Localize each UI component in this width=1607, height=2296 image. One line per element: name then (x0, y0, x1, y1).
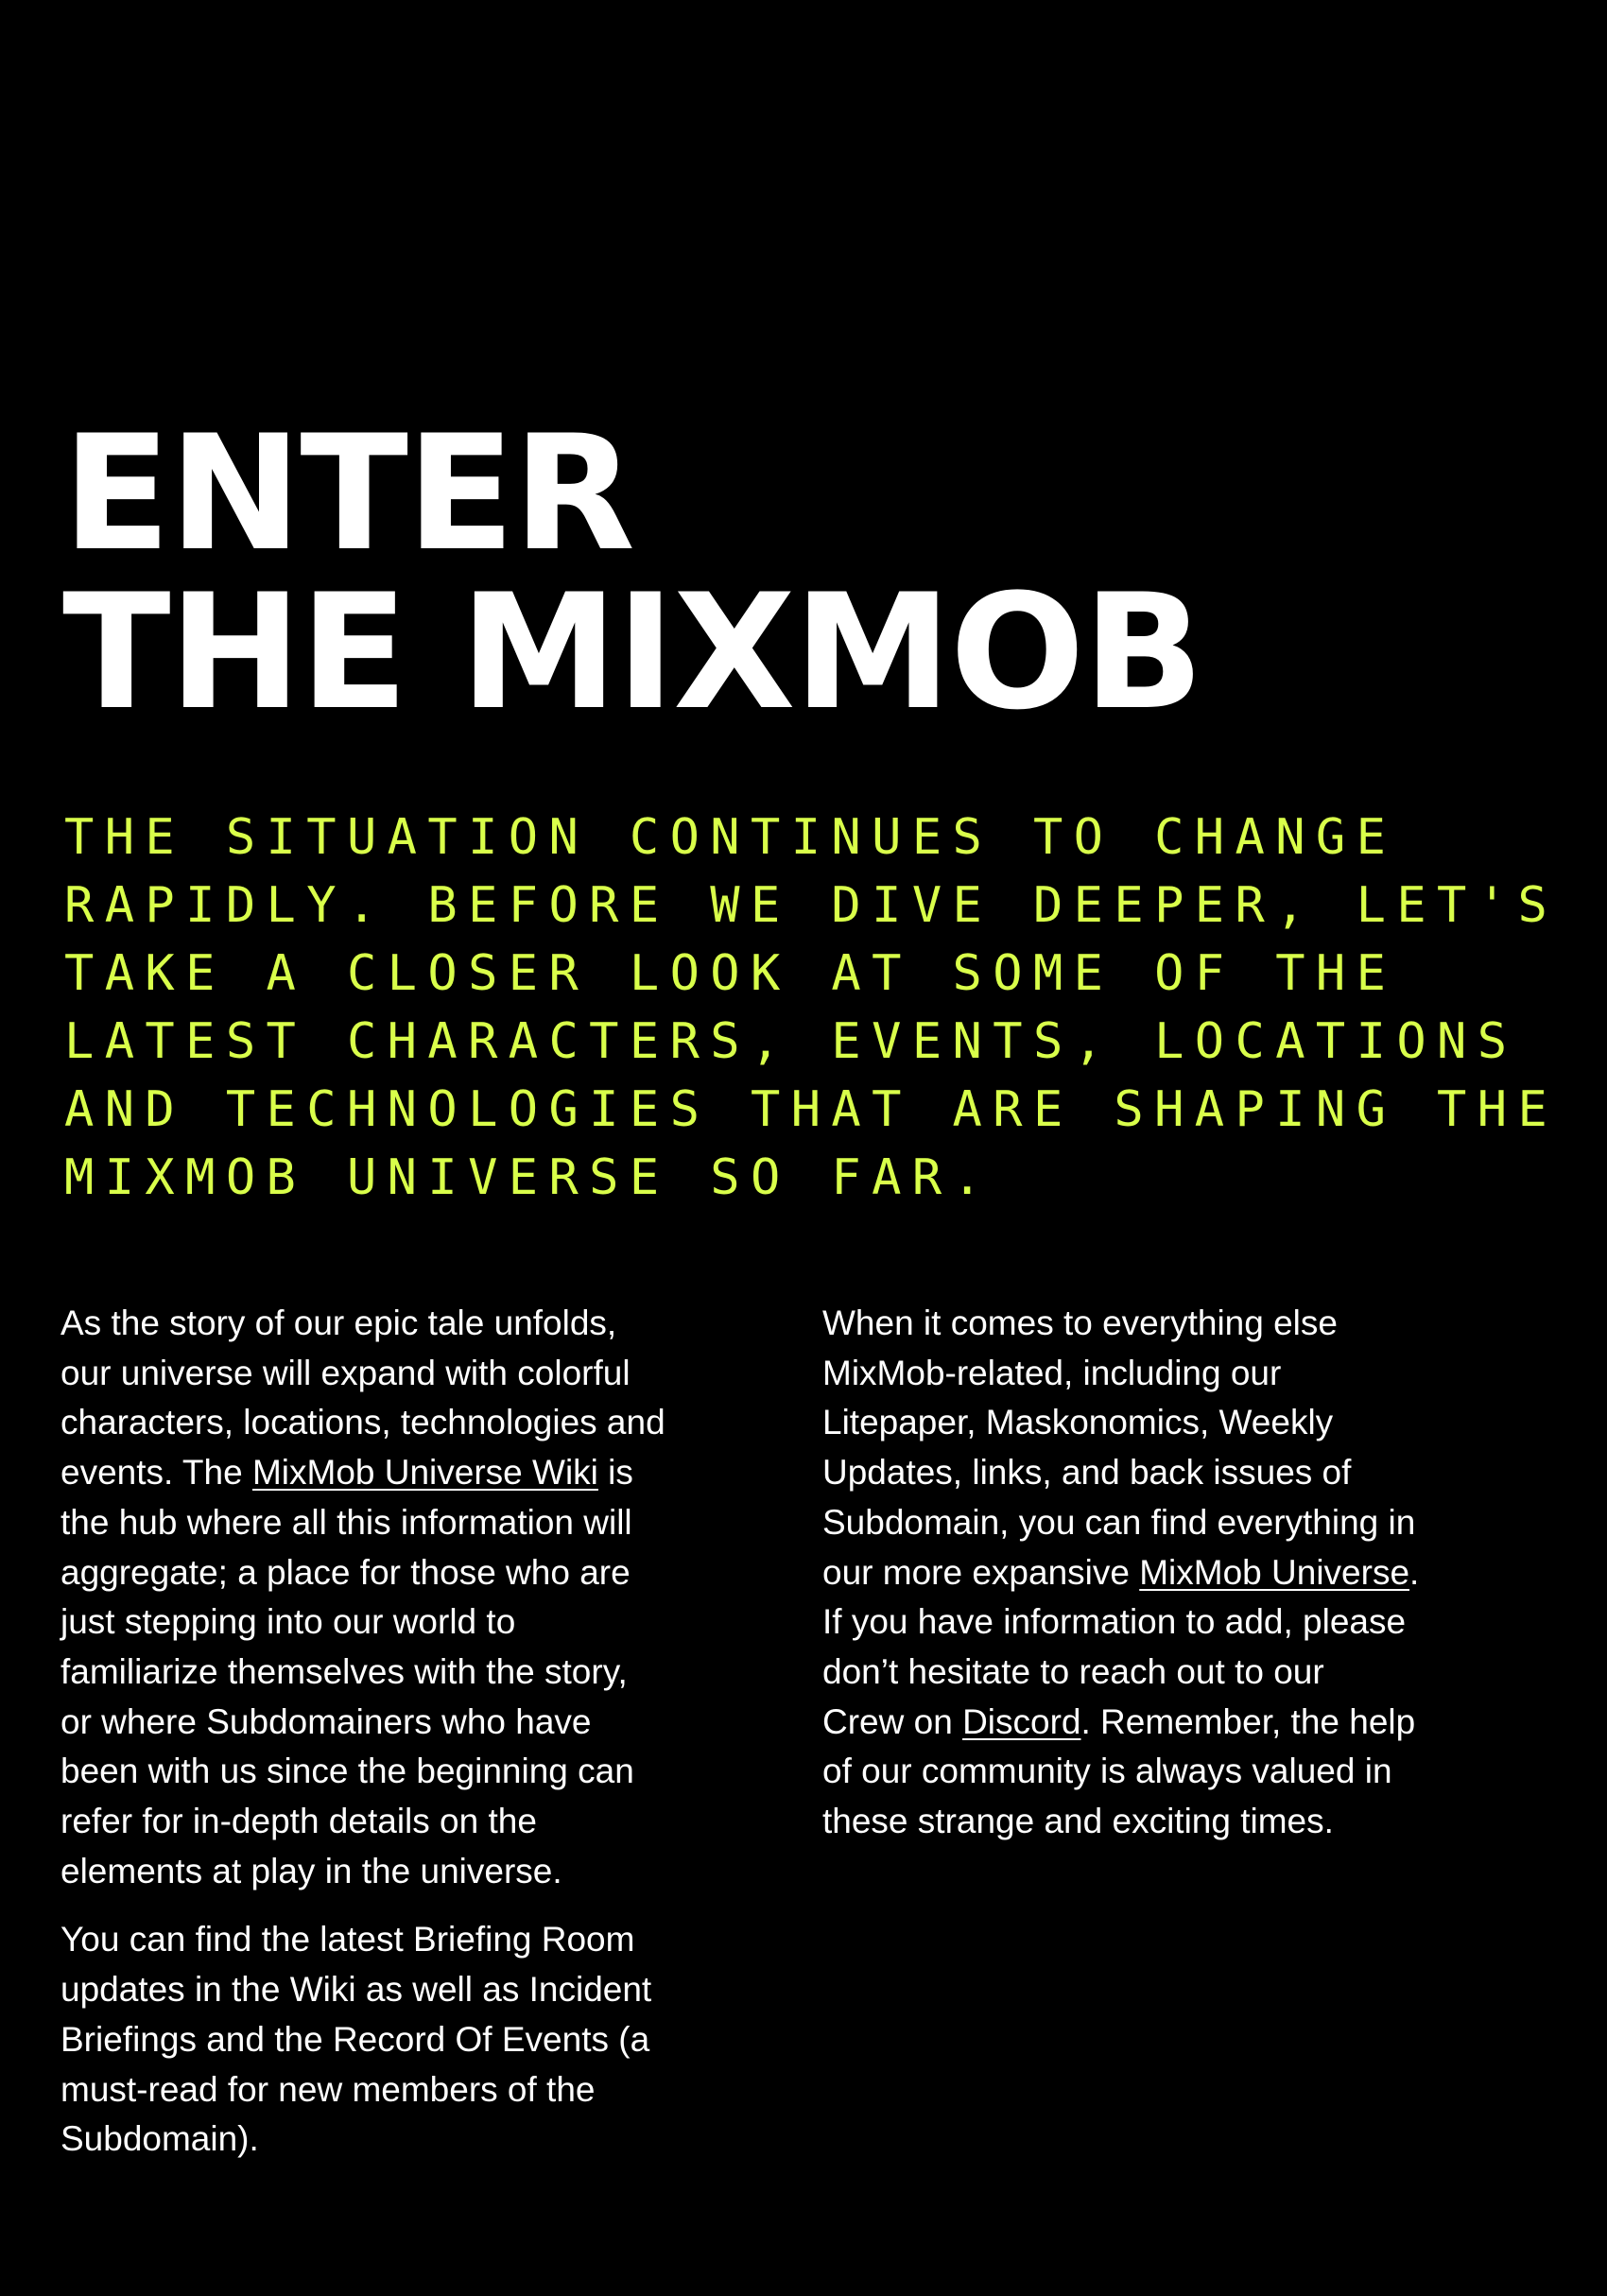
intro-subheading (64, 803, 1558, 1212)
text-line: been with us since the beginning can (60, 1752, 634, 1791)
text-line: of our community is always valued in (822, 1752, 1392, 1791)
page-title-line-1: ENTER (62, 401, 634, 586)
text-line: don’t hesitate to reach out to our (822, 1651, 1324, 1691)
mixmob-universe-wiki-link[interactable]: MixMob Universe Wiki (251, 1453, 598, 1493)
text-fragment: our more expansive (822, 1552, 1140, 1592)
subheading-line: RAPIDLY. BEFORE WE DIVE DEEPER, LET'S (64, 877, 1559, 934)
text-line: Litepaper, Maskonomics, Weekly (822, 1403, 1334, 1442)
text-line: You can find the latest Briefing Room (60, 1920, 635, 1959)
text-line: refer for in-depth details on the (60, 1802, 537, 1841)
text-line: Updates, links, and back issues of (822, 1453, 1352, 1493)
text-line: Briefings and the Record Of Events (a (60, 2019, 650, 2059)
left-paragraph-2 (60, 1915, 807, 2165)
subheading-line: MIXMOB UNIVERSE SO FAR. (64, 1149, 994, 1206)
subheading-line: TAKE A CLOSER LOOK AT SOME OF THE (64, 945, 1397, 1002)
text-line: or where Subdomainers who have (60, 1701, 592, 1741)
subheading-line: LATEST CHARACTERS, EVENTS, LOCATIONS (64, 1013, 1518, 1070)
text-line: must-read for new members of the (60, 2069, 596, 2109)
page-title (62, 401, 1202, 745)
discord-link[interactable]: Discord (962, 1701, 1081, 1741)
text-fragment: Crew on (822, 1701, 963, 1741)
left-column (60, 1299, 807, 2165)
right-column (822, 1299, 1579, 1847)
text-line: aggregate; a place for those who are (60, 1552, 631, 1592)
text-line: elements at play in the universe. (60, 1851, 562, 1890)
text-line (822, 1548, 1579, 1598)
text-line: When it comes to everything else (822, 1303, 1338, 1342)
text-fragment: events. The (60, 1453, 252, 1493)
page-title-line-2: THE MIXMOB (62, 560, 1202, 745)
subheading-line: THE SITUATION CONTINUES TO CHANGE (64, 809, 1397, 866)
text-line: Subdomain, you can find everything in (822, 1502, 1416, 1542)
text-fragment: . Remember, the help (1080, 1701, 1416, 1741)
mixmob-universe-link[interactable]: MixMob Universe (1139, 1552, 1410, 1592)
text-line: just stepping into our world to (60, 1602, 516, 1642)
text-line: MixMob-related, including our (822, 1353, 1282, 1392)
text-line: As the story of our epic tale unfolds, (60, 1303, 617, 1342)
text-line: updates in the Wiki as well as Incident (60, 1970, 652, 2010)
text-fragment: . (1409, 1552, 1420, 1592)
text-line: characters, locations, technologies and (60, 1403, 665, 1442)
text-line: Subdomain). (60, 2119, 259, 2159)
text-fragment: is (597, 1453, 633, 1493)
text-line: these strange and exciting times. (822, 1802, 1334, 1841)
right-paragraph-1 (822, 1299, 1579, 1847)
text-line: our universe will expand with colorful (60, 1353, 631, 1392)
subheading-line: AND TECHNOLOGIES THAT ARE SHAPING THE (64, 1081, 1559, 1138)
text-line (60, 1448, 807, 1498)
left-paragraph-1 (60, 1299, 807, 1896)
text-line: familiarize themselves with the story, (60, 1651, 628, 1691)
text-line: the hub where all this information will (60, 1502, 632, 1542)
text-line (822, 1698, 1579, 1748)
text-line: If you have information to add, please (822, 1602, 1407, 1642)
